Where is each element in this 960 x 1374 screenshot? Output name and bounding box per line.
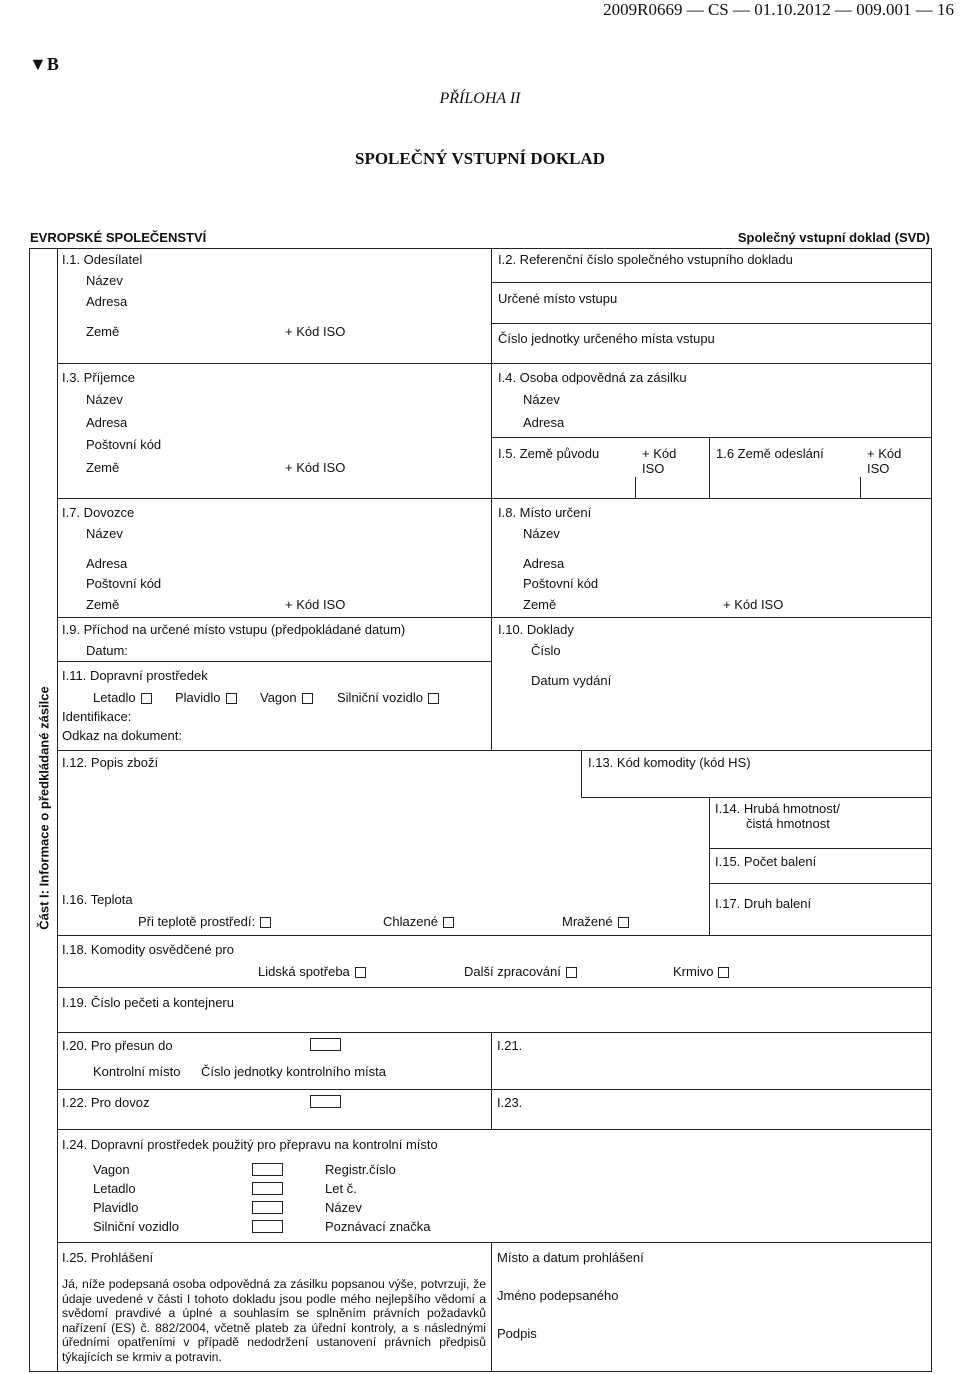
i25-label: I.25. Prohlášení [62, 1250, 154, 1265]
i1-name[interactable]: Název [86, 273, 123, 288]
i15-label[interactable]: I.15. Počet balení [715, 854, 817, 869]
version-marker: ▼B [29, 54, 59, 74]
i9-date[interactable]: Datum: [86, 643, 128, 658]
i18-processing[interactable]: Další zpracování [464, 964, 577, 979]
i11-vessel[interactable]: Plavidlo [175, 690, 237, 705]
i11-docref[interactable]: Odkaz na dokument: [62, 728, 182, 743]
i6-label[interactable]: 1.6 Země odeslání [716, 446, 824, 461]
i24-road: Silniční vozidlo [93, 1219, 179, 1234]
i7-country[interactable]: Země [86, 597, 120, 612]
i14-label-a[interactable]: I.14. Hrubá hmotnost/ [715, 801, 841, 816]
i16-chilled-checkbox[interactable] [443, 917, 454, 928]
i9-label: I.9. Příchod na určené místo vstupu (předpokládané datum) [62, 622, 406, 637]
i19-label[interactable]: I.19. Číslo pečeti a kontejneru [62, 995, 234, 1010]
i11-plane-checkbox[interactable] [141, 693, 152, 704]
i16-frozen[interactable]: Mražené [562, 914, 629, 929]
i25-place-date[interactable]: Místo a datum prohlášení [497, 1250, 644, 1265]
i24-road-checkbox[interactable] [252, 1220, 283, 1233]
i8-postcode[interactable]: Poštovní kód [523, 576, 599, 591]
i18-label: I.18. Komodity osvědčené pro [62, 942, 234, 957]
i24-wagon-checkbox[interactable] [252, 1163, 283, 1176]
i25-signature[interactable]: Podpis [497, 1326, 537, 1341]
i20-control-point[interactable]: Kontrolní místo [93, 1064, 181, 1079]
i1-iso[interactable]: + Kód ISO [285, 324, 346, 339]
i8-address[interactable]: Adresa [523, 556, 565, 571]
i10-number[interactable]: Číslo [531, 643, 561, 658]
form-left-title: EVROPSKÉ SPOLEČENSTVÍ [30, 230, 207, 245]
i2-bip-unit[interactable]: Číslo jednotky určeného místa vstupu [498, 331, 715, 346]
i3-country[interactable]: Země [86, 460, 120, 475]
i21-label[interactable]: I.21. [497, 1038, 523, 1053]
i1-country[interactable]: Země [86, 324, 120, 339]
annex-title: PŘÍLOHA II [439, 90, 521, 107]
i1-label: I.1. Odesílatel [62, 252, 143, 267]
i7-iso[interactable]: + Kód ISO [285, 597, 346, 612]
i18-feed[interactable]: Krmivo [673, 964, 729, 979]
i18-processing-checkbox[interactable] [566, 967, 577, 978]
i5-label[interactable]: I.5. Země původu [498, 446, 600, 461]
i7-name[interactable]: Název [86, 526, 123, 541]
i24-plane-checkbox[interactable] [252, 1182, 283, 1195]
i11-label: I.11. Dopravní prostředek [62, 668, 208, 683]
i18-feed-checkbox[interactable] [718, 967, 729, 978]
i3-address[interactable]: Adresa [86, 415, 128, 430]
i7-postcode[interactable]: Poštovní kód [86, 576, 162, 591]
i20-control-unit[interactable]: Číslo jednotky kontrolního místa [201, 1064, 386, 1079]
i16-label: I.16. Teplota [62, 892, 133, 907]
i5-iso-b: ISO [642, 461, 665, 476]
i22-label: I.22. Pro dovoz [62, 1095, 150, 1110]
i24-plane: Letadlo [93, 1181, 136, 1196]
i24-reg[interactable]: Registr.číslo [325, 1162, 396, 1177]
i11-plane[interactable]: Letadlo [93, 690, 152, 705]
i25-signatory[interactable]: Jméno podepsaného [497, 1288, 619, 1303]
i10-label: I.10. Doklady [498, 622, 574, 637]
i20-label: I.20. Pro přesun do [62, 1038, 173, 1053]
i8-label: I.8. Místo určení [498, 505, 592, 520]
i14-label-b: čistá hmotnost [746, 816, 830, 831]
i3-postcode[interactable]: Poštovní kód [86, 437, 162, 452]
i18-human[interactable]: Lidská spotřeba [258, 964, 366, 979]
i24-plate[interactable]: Poznávací značka [325, 1219, 431, 1234]
i8-country[interactable]: Země [523, 597, 557, 612]
i6-iso-a: + Kód [867, 446, 902, 461]
i24-name[interactable]: Název [325, 1200, 362, 1215]
i11-vessel-checkbox[interactable] [226, 693, 237, 704]
i11-wagon-checkbox[interactable] [302, 693, 313, 704]
i11-ident[interactable]: Identifikace: [62, 709, 132, 724]
i20-checkbox[interactable] [310, 1038, 341, 1051]
document-id: 2009R0669 — CS — 01.10.2012 — 009.001 — 16 [603, 0, 954, 19]
i16-frozen-checkbox[interactable] [618, 917, 629, 928]
i3-label: I.3. Příjemce [62, 370, 135, 385]
i5-iso-a: + Kód [642, 446, 677, 461]
i10-issue-date[interactable]: Datum vydání [531, 673, 612, 688]
form-right-title: Společný vstupní doklad (SVD) [737, 230, 930, 245]
i25-declaration-text: Já, níže podepsaná osoba odpovědná za zásilku popsanou výše, potvrzuji, že údaje uvedené v části I tohoto dokladu jsou podle mého nejlepšího vědomí a svědomí pravdivé a úplné a souhlasím se splněním právních požadavků nařízení (ES) č. 882/2004, včetně plateb za úřední kontroly, a s následnými úředními opatřeními v případě nedodržení ustanovení právních předpisů týkajících se krmiv a potravin. [62, 1277, 486, 1364]
i11-road-checkbox[interactable] [428, 693, 439, 704]
i7-address[interactable]: Adresa [86, 556, 128, 571]
i24-flight[interactable]: Let č. [325, 1181, 357, 1196]
i13-label[interactable]: I.13. Kód komodity (kód HS) [588, 755, 751, 770]
part-one-side-label: Část I: Informace o předkládané zásilce [36, 686, 52, 930]
i8-iso[interactable]: + Kód ISO [723, 597, 784, 612]
i1-address[interactable]: Adresa [86, 294, 128, 309]
i16-ambient[interactable]: Při teplotě prostředí: [138, 914, 271, 929]
i4-name[interactable]: Název [523, 392, 560, 407]
i16-ambient-checkbox[interactable] [260, 917, 271, 928]
i24-vessel: Plavidlo [93, 1200, 139, 1215]
i11-road[interactable]: Silniční vozidlo [337, 690, 439, 705]
i11-wagon[interactable]: Vagon [260, 690, 313, 705]
i3-iso[interactable]: + Kód ISO [285, 460, 346, 475]
i24-label: I.24. Dopravní prostředek použitý pro přepravu na kontrolní místo [62, 1137, 438, 1152]
i23-label[interactable]: I.23. [497, 1095, 523, 1110]
i7-label: I.7. Dovozce [62, 505, 135, 520]
i12-label[interactable]: I.12. Popis zboží [62, 755, 159, 770]
page-title: SPOLEČNÝ VSTUPNÍ DOKLAD [354, 149, 605, 168]
i24-vessel-checkbox[interactable] [252, 1201, 283, 1214]
i8-name[interactable]: Název [523, 526, 560, 541]
i24-wagon: Vagon [93, 1162, 130, 1177]
i4-label: I.4. Osoba odpovědná za zásilku [498, 370, 687, 385]
i18-human-checkbox[interactable] [355, 967, 366, 978]
i2-bip[interactable]: Určené místo vstupu [498, 291, 618, 306]
i4-address[interactable]: Adresa [523, 415, 565, 430]
i17-label[interactable]: I.17. Druh balení [715, 896, 812, 911]
i22-checkbox[interactable] [310, 1095, 341, 1108]
i6-iso-b: ISO [867, 461, 890, 476]
i3-name[interactable]: Název [86, 392, 123, 407]
i16-chilled[interactable]: Chlazené [383, 914, 454, 929]
i2-label[interactable]: I.2. Referenční číslo společného vstupního dokladu [498, 252, 793, 267]
